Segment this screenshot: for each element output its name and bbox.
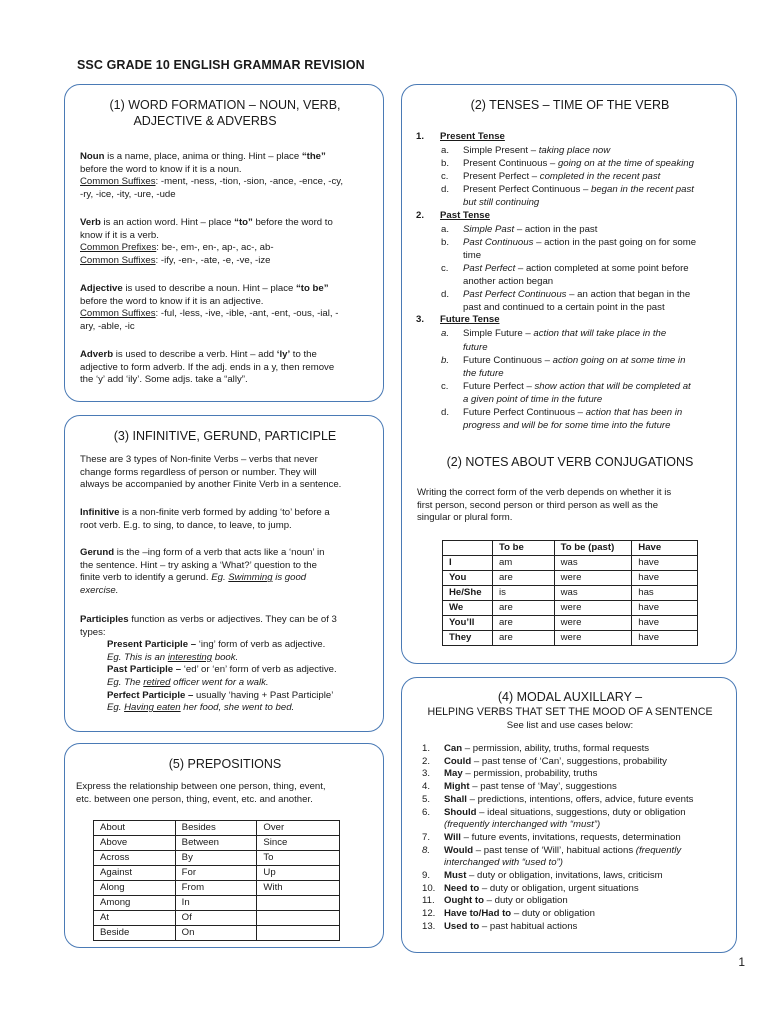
participles-text-2: types: — [80, 626, 106, 638]
adverb-paragraph — [80, 349, 380, 387]
tense-item-name: Simple Future — [463, 328, 523, 340]
table-row — [94, 821, 340, 836]
adjective-term: Adjective — [80, 283, 123, 294]
prepositions-intro-2: etc. between one person, thing, event, etc. and another. — [76, 793, 313, 805]
tense-item-desc-cont: a given point of time in the future — [463, 393, 603, 405]
title-line-2: ADJECTIVE & ADVERBS — [133, 114, 277, 128]
infinitive-term: Infinitive — [80, 507, 120, 518]
tense-item-desc: action in the past going on for some — [544, 236, 697, 248]
prepositions-title: (5) PREPOSITIONS — [168, 757, 282, 771]
table-cell: He/She — [443, 586, 493, 601]
infinitive-intro-1: These are 3 types of Non-finite Verbs – verbs that never — [80, 454, 318, 465]
table-header-cell — [443, 541, 493, 556]
table-cell: Since — [257, 836, 340, 851]
tense-item-desc: began in the recent past — [591, 184, 694, 196]
tense-item-desc-cont: but still continuing — [463, 197, 540, 209]
table-row — [443, 631, 698, 646]
gerund-text: is the –ing form of a verb that acts like a ‘noun’ in — [114, 547, 325, 558]
tense-item-name: Simple Present — [463, 145, 529, 157]
table-row — [443, 556, 698, 571]
table-cell: are — [492, 631, 554, 646]
tense-item — [416, 183, 734, 209]
list-item-desc-italic: (frequently — [635, 844, 682, 856]
list-item — [422, 921, 734, 934]
table-cell: are — [492, 571, 554, 586]
infinitive-text: is a non-finite verb formed by adding ‘to’ before a — [119, 507, 330, 518]
tense-item-name: Past Continuous — [463, 236, 534, 248]
list-item-term: Ought to — [444, 895, 484, 907]
list-item — [422, 870, 734, 883]
tenses-box — [401, 84, 737, 664]
list-item — [422, 895, 734, 908]
table-cell: Over — [257, 821, 340, 836]
infinitive-intro-2: change forms regardless of person or number. They will — [80, 466, 317, 478]
conjugations-intro-1: Writing the correct form of the verb depends on whether it is — [417, 487, 672, 498]
past-participle-term: Past Participle – — [107, 664, 182, 676]
list-item-term: Have to/Had to — [444, 908, 512, 920]
table-cell: Along — [94, 881, 176, 896]
tense-item — [416, 144, 734, 157]
list-item-desc: – permission, probability, truths — [462, 768, 598, 780]
table-cell: Against — [94, 866, 176, 881]
noun-text-2: before the word to know if it is a noun. — [80, 163, 242, 175]
adjective-suffix-label: Common Suffixes — [80, 308, 156, 320]
tense-item-sep: – — [514, 223, 525, 235]
list-item-number: 5. — [422, 793, 431, 805]
table-cell: have — [632, 631, 698, 646]
table-cell: are — [492, 601, 554, 616]
tense-item-desc-cont: future — [463, 341, 488, 353]
verb-suffix-label: Common Suffixes — [80, 254, 156, 266]
table-cell: was — [554, 586, 632, 601]
adverb-text-2: adjective to form adverb. If the adj. ends in a y, then remove — [80, 361, 335, 373]
table-cell: have — [632, 556, 698, 571]
tense-item-sep: – — [523, 380, 535, 392]
tense-item-name: Future Perfect — [463, 380, 524, 392]
table-row — [94, 836, 340, 851]
tense-item-name: Future Continuous — [463, 354, 542, 366]
list-item-number: 13. — [422, 920, 436, 932]
tense-item-desc: action completed at some point before — [525, 262, 689, 274]
gerund-term: Gerund — [80, 547, 115, 558]
adverb-text-3: the ‘y’ add ‘ily’. Some adjs. take a “ally”. — [80, 374, 248, 386]
tense-item-letter: c. — [441, 262, 449, 274]
table-cell: Besides — [175, 821, 257, 836]
tense-item-desc: action going on at some time in — [552, 354, 686, 366]
table-cell: have — [632, 616, 698, 631]
list-item-number: 4. — [422, 781, 431, 793]
list-item-number: 10. — [422, 882, 436, 894]
tense-item-desc-cont: time — [463, 249, 482, 261]
infinitive-title: (3) INFINITIVE, GERUND, PARTICIPLE — [113, 429, 337, 443]
table-cell: To — [257, 851, 340, 866]
noun-suffix-text-2: -ry, -ice, -ity, -ure, -ude — [80, 188, 176, 200]
table-cell: Up — [257, 866, 340, 881]
gerund-eg-end: exercise. — [80, 584, 119, 596]
infinitive-paragraph — [80, 507, 380, 532]
page-title: SSC GRADE 10 ENGLISH GRAMMAR REVISION — [77, 58, 365, 72]
infinitive-intro-3: always be accompanied by another Finite Verb in a sentence. — [80, 479, 342, 491]
table-cell: are — [492, 616, 554, 631]
table-cell: With — [257, 881, 340, 896]
tense-item-letter: a. — [441, 328, 450, 340]
conjugations-intro — [417, 487, 732, 525]
tense-item-letter: d. — [441, 406, 450, 418]
tense-item-sep: – — [522, 328, 534, 340]
table-cell: was — [554, 556, 632, 571]
tense-item-sep: – — [528, 145, 539, 157]
tense-item-letter: b. — [441, 236, 450, 248]
verb-suffix-text: : -ify, -en-, -ate, -e, -ve, -ize — [155, 254, 271, 266]
prepositions-intro — [76, 781, 381, 806]
gerund-paragraph — [80, 547, 380, 597]
table-row — [94, 881, 340, 896]
gerund-eg-word: Swimming — [228, 572, 273, 584]
list-item — [422, 807, 734, 832]
tense-item-letter: a. — [441, 145, 450, 157]
table-cell: were — [554, 571, 632, 586]
present-participle-eg: Eg. This is an — [107, 651, 168, 663]
list-item-term: Must — [444, 870, 467, 882]
tense-item — [416, 170, 734, 183]
tense-item-desc: going on at the time of speaking — [557, 158, 694, 170]
list-item — [422, 908, 734, 921]
list-item-desc: – duty or obligation — [483, 895, 568, 907]
adjective-paragraph — [80, 283, 380, 333]
infinitive-box — [64, 415, 384, 732]
list-item-number: 6. — [422, 806, 431, 818]
adverb-text-b: to the — [290, 349, 317, 360]
participles-term: Participles — [80, 614, 129, 625]
list-item-desc: – past tense of ‘Will’, habitual actions — [473, 844, 636, 856]
participles-text: function as verbs or adjectives. They can be of 3 — [128, 614, 337, 625]
tense-item — [416, 288, 734, 314]
tense-group-number: 2. — [416, 209, 425, 221]
modal-list — [422, 743, 734, 934]
table-cell: From — [175, 881, 257, 896]
table-cell: were — [554, 601, 632, 616]
table-row — [443, 571, 698, 586]
tense-item-name: Present Perfect Continuous — [463, 184, 581, 196]
list-item-number: 7. — [422, 831, 431, 843]
table-row — [443, 616, 698, 631]
tense-item — [416, 223, 734, 236]
list-item-term: Will — [444, 831, 461, 843]
table-header-cell: To be (past) — [554, 541, 632, 556]
table-cell: Of — [175, 911, 257, 926]
tense-item-name: Present Perfect — [463, 171, 530, 183]
tense-group-name: Future Tense — [440, 314, 500, 326]
tense-group-name: Present Tense — [440, 131, 505, 142]
adverb-hint: ‘ly’ — [276, 349, 291, 360]
table-cell: is — [492, 586, 554, 601]
table-cell: were — [554, 616, 632, 631]
tense-item-desc: action that has been in — [585, 406, 683, 418]
adjective-text-2: before the word to know if it is an adjective. — [80, 295, 264, 307]
list-item-term: Can — [444, 743, 463, 754]
verb-text: is an action word. Hint – place — [100, 217, 235, 228]
tense-item-letter: d. — [441, 289, 450, 301]
list-item-number: 1. — [422, 743, 431, 754]
table-cell: They — [443, 631, 493, 646]
tense-item — [416, 406, 734, 432]
past-participle-desc: ‘ed’ or ‘en’ form of verb as adjective. — [181, 664, 337, 676]
gerund-text-2: the sentence. Hint – try asking a ‘What?’ question to the — [80, 559, 317, 571]
list-item-number: 9. — [422, 870, 431, 882]
table-row — [94, 926, 340, 941]
tense-item-letter: a. — [441, 223, 450, 235]
tense-item — [416, 157, 734, 170]
list-item-desc: – duty or obligation, invitations, laws, criticism — [466, 870, 663, 882]
tense-item-sep: – — [541, 354, 553, 366]
tense-item-sep: – — [580, 184, 591, 196]
list-item-desc: – permission, ability, truths, formal requests — [462, 743, 650, 754]
tense-item-letter: c. — [441, 171, 449, 183]
perfect-participle-eg-rest: her food, she went to bed. — [180, 702, 295, 714]
list-item-desc: – future events, invitations, requests, determination — [460, 831, 681, 843]
list-item-desc: – predictions, intentions, offers, advice, future events — [466, 793, 694, 805]
word-formation-box — [64, 84, 384, 402]
tense-item — [416, 236, 734, 262]
tense-item-name: Past Perfect — [463, 262, 516, 274]
tense-item — [416, 354, 734, 380]
verb-paragraph — [80, 217, 380, 267]
gerund-eg: Eg. — [211, 572, 229, 584]
table-row — [94, 911, 340, 926]
list-item-desc: – past tense of ‘May’, suggestions — [469, 781, 617, 793]
tense-item-desc: taking place now — [538, 145, 611, 157]
table-cell: has — [632, 586, 698, 601]
tense-item-letter: b. — [441, 354, 450, 366]
table-cell: were — [554, 631, 632, 646]
table-cell: Between — [175, 836, 257, 851]
list-item-term: Used to — [444, 920, 480, 932]
conjugation-table — [442, 540, 698, 646]
verb-prefix-label: Common Prefixes — [80, 242, 157, 254]
tense-group-name: Past Tense — [440, 209, 490, 221]
page-number: 1 — [738, 955, 745, 969]
word-formation-title — [65, 97, 385, 129]
tense-item-sep: – — [515, 262, 526, 274]
list-item-term: May — [444, 768, 463, 780]
adverb-text: is used to describe a verb. Hint – add — [113, 349, 277, 360]
tense-group-number: 3. — [416, 314, 425, 326]
tense-item — [416, 380, 734, 406]
list-item — [422, 781, 734, 794]
table-cell: On — [175, 926, 257, 941]
adjective-suffix-text-2: ary, -able, -ic — [80, 320, 135, 332]
table-cell: Beside — [94, 926, 176, 941]
noun-suffix-label: Common Suffixes — [80, 176, 156, 188]
list-item — [422, 794, 734, 807]
list-item-desc-cont: interchanged with “used to”) — [444, 857, 563, 869]
perfect-participle-eg-word: Having eaten — [124, 702, 181, 714]
table-cell: Across — [94, 851, 176, 866]
tense-item-sep: – — [566, 289, 578, 301]
table-cell: In — [175, 896, 257, 911]
conjugations-intro-3: singular or plural form. — [417, 512, 513, 524]
tenses-title: (2) TENSES – TIME OF THE VERB — [470, 98, 670, 112]
table-cell: am — [492, 556, 554, 571]
list-item-term: Shall — [444, 793, 467, 805]
list-item-number: 2. — [422, 755, 431, 767]
tenses-list — [416, 131, 734, 432]
list-item — [422, 743, 734, 756]
table-header-row — [443, 541, 698, 556]
list-item-desc-cont: (frequently interchanged with “must”) — [444, 819, 601, 831]
table-row — [94, 866, 340, 881]
tense-item-sep: – — [575, 406, 586, 418]
adjective-text: is used to describe a noun. Hint – place — [122, 283, 296, 294]
list-item-desc: – duty or obligation, urgent situations — [479, 882, 639, 894]
gerund-eg-rest: is good — [272, 572, 307, 584]
tense-item-desc: an action that began in the — [577, 289, 691, 301]
list-item-desc: – duty or obligation — [511, 908, 595, 920]
tense-group-heading — [416, 314, 734, 327]
tense-item-sep: – — [533, 236, 545, 248]
table-header-cell: Have — [632, 541, 698, 556]
adverb-term: Adverb — [80, 349, 114, 360]
table-row — [443, 601, 698, 616]
table-cell: For — [175, 866, 257, 881]
noun-text: is a name, place, anima or thing. Hint – place — [104, 151, 302, 162]
present-participle-eg-rest: book. — [212, 651, 239, 663]
participles-paragraph — [80, 614, 380, 715]
adjective-hint: “to be” — [296, 283, 329, 294]
modal-title: (4) MODAL AUXILLARY – — [497, 690, 643, 704]
verb-prefix-text: : be-, em-, en-, ap-, ac-, ab- — [156, 242, 274, 254]
list-item-desc: – past habitual actions — [479, 920, 578, 932]
title-line-1: (1) WORD FORMATION – NOUN, VERB, — [109, 98, 341, 112]
table-cell — [257, 911, 340, 926]
tense-item-name: Future Perfect Continuous — [463, 406, 575, 418]
tense-item — [416, 262, 734, 288]
table-header-cell: To be — [492, 541, 554, 556]
verb-hint: “to” — [234, 217, 253, 228]
tense-item-desc-cont: past and continued to a certain point in the past — [463, 302, 665, 314]
tense-item-name: Past Perfect Continuous — [463, 289, 567, 301]
past-participle-eg-rest: officer went for a walk. — [170, 676, 269, 688]
list-item-desc: – ideal situations, suggestions, duty or obligation — [476, 806, 686, 818]
adjective-suffix-text: : -ful, -less, -ive, -ible, -ant, -ent, -ous, -ial, - — [155, 308, 339, 320]
table-cell: I — [443, 556, 493, 571]
noun-hint: “the” — [301, 151, 326, 162]
verb-text-2: know if it is a verb. — [80, 229, 159, 241]
table-cell — [257, 926, 340, 941]
noun-suffix-text: : -ment, -ness, -tion, -sion, -ance, -ence, -cy, — [155, 176, 344, 188]
list-item-number: 8. — [422, 844, 431, 856]
tense-item-desc-cont: another action began — [463, 276, 554, 288]
tense-item-desc: completed in the recent past — [539, 171, 661, 183]
list-item — [422, 832, 734, 845]
tense-item-sep: – — [529, 171, 540, 183]
table-cell: You’ll — [443, 616, 493, 631]
table-cell: We — [443, 601, 493, 616]
noun-paragraph — [80, 151, 380, 201]
present-participle-eg-word: interesting — [167, 651, 213, 663]
modal-subtitle-2: See list and use cases below: — [506, 720, 634, 731]
verb-text-b: before the word to — [252, 217, 333, 228]
tense-group-heading — [416, 131, 734, 144]
list-item — [422, 768, 734, 781]
conjugations-title: (2) NOTES ABOUT VERB CONJUGATIONS — [446, 455, 694, 469]
tense-item-name: Simple Past — [463, 223, 515, 235]
tense-item-desc: action in the past — [524, 223, 598, 235]
tense-item-letter: b. — [441, 158, 450, 170]
past-participle-eg: Eg. The — [107, 676, 144, 688]
table-cell: At — [94, 911, 176, 926]
table-cell — [257, 896, 340, 911]
table-cell: About — [94, 821, 176, 836]
list-item-number: 3. — [422, 768, 431, 780]
modal-box — [401, 677, 737, 953]
table-cell: have — [632, 601, 698, 616]
list-item-term: Would — [444, 844, 474, 856]
list-item-number: 11. — [422, 895, 435, 907]
tense-item-name: Present Continuous — [463, 158, 548, 170]
list-item-desc: – past tense of ‘Can’, suggestions, probability — [471, 755, 667, 767]
tense-item-letter: c. — [441, 380, 449, 392]
tense-item-letter: d. — [441, 184, 450, 196]
list-item-term: Might — [444, 781, 470, 793]
prepositions-intro-1: Express the relationship between one person, thing, event, — [76, 781, 326, 792]
table-cell: By — [175, 851, 257, 866]
perfect-participle-eg: Eg. — [107, 702, 125, 714]
list-item-number: 12. — [422, 908, 436, 920]
conjugations-intro-2: first person, second person or third person as well as the — [417, 499, 659, 511]
list-item-term: Need to — [444, 882, 480, 894]
tense-group-number: 1. — [416, 131, 425, 142]
noun-term: Noun — [80, 151, 105, 162]
list-item — [422, 756, 734, 769]
table-cell: You — [443, 571, 493, 586]
gerund-text-3: finite verb to identify a gerund. — [80, 572, 212, 584]
table-row — [94, 851, 340, 866]
tense-item-sep: – — [547, 158, 558, 170]
tense-item — [416, 327, 734, 353]
list-item-term: Should — [444, 806, 477, 818]
tense-group-heading — [416, 210, 734, 223]
verb-term: Verb — [80, 217, 101, 228]
table-row — [443, 586, 698, 601]
modal-subtitle: HELPING VERBS THAT SET THE MOOD OF A SENTENCE — [427, 706, 713, 718]
table-cell: have — [632, 571, 698, 586]
present-participle-term: Present Participle – — [107, 639, 197, 651]
present-participle-desc: ‘ing’ form of verb as adjective. — [196, 639, 326, 651]
prepositions-table — [93, 820, 340, 941]
tense-item-desc: show action that will be completed at — [534, 380, 691, 392]
list-item — [422, 883, 734, 896]
infinitive-text-2: root verb. E.g. to sing, to dance, to leave, to jump. — [80, 519, 292, 531]
tense-item-desc-cont: the future — [463, 367, 504, 379]
table-row — [94, 896, 340, 911]
tense-item-desc-cont: progress and will be for some time into the future — [463, 420, 671, 432]
list-item-term: Could — [444, 755, 472, 767]
table-cell: Above — [94, 836, 176, 851]
prepositions-box — [64, 743, 384, 948]
table-cell: Among — [94, 896, 176, 911]
perfect-participle-desc: usually ‘having + Past Participle’ — [193, 689, 334, 701]
infinitive-intro — [80, 454, 380, 492]
past-participle-eg-word: retired — [143, 676, 171, 688]
list-item — [422, 845, 734, 870]
tense-item-desc: action that will take place in the — [533, 328, 667, 340]
perfect-participle-term: Perfect Participle – — [107, 689, 194, 701]
